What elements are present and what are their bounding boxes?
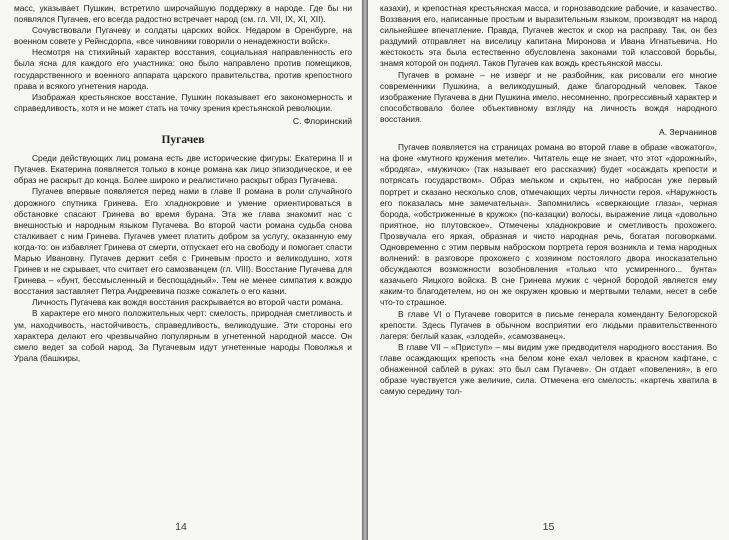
left-body-bottom xyxy=(14,153,352,364)
paragraph: казахи), и крепостная крестьянская масса, и горнозаводские рабочие, и казачество. Воззвания его, написанные простым и выразительным языком, производят на народ сильнейшее впечатление. Правда, Пугачев жесток и скор на расправу. Так, он без раздумий отправляет на виселицу капитана Миронова и Ивана Игнатьевича. Но жестокость эта была естественно обусловлена законами той классовой борьбы, знамя которой он поднял. Таков Пугачев как вождь крестьянской массы. xyxy=(380,3,717,69)
author-signature: С. Флоринский xyxy=(292,115,352,126)
paragraph: Среди действующих лиц романа есть две исторические фигуры: Екатерина II и Пугачев. Екатерина появляется только в конце романа как лицо эпизодическое, и ее образ не раскрыт до конца. Более широко и реалистично раскрыт образ Пугачева. xyxy=(14,153,352,186)
paragraph: Пугачев в романе – не изверг и не разбойник, как рисовали его многие современники Пушкина, а великодушный, даже благородный человек. Такое изображение Пугачева в дни Пушкина имело, несомненно, прогрессивный характер и способствовало более объективному взгляду на личность вождя народного восстания. xyxy=(380,69,717,124)
paragraph: Сочувствовали Пугачеву и солдаты царских войск. Недаром в Оренбурге, на военном совете у Рейнсдорпа, «все чиновники говорили о ненадежности войск». xyxy=(14,25,352,47)
right-page xyxy=(368,0,729,540)
paragraph: Изображая крестьянское восстание, Пушкин показывает его закономерность и справедливость, хотя и не может стать на точку зрения крестьянской революции. xyxy=(14,91,352,113)
left-body-top xyxy=(14,3,352,114)
paragraph: Несмотря на стихийный характер восстания, социальная направленность его была ясна для каждого его участника: оно было направлено против помещиков, государственного и военного аппарата царского правительства, против крепостного права и всякого угнетения народа. xyxy=(14,47,352,91)
author-signature: А. Зерчанинов xyxy=(659,127,717,138)
left-page xyxy=(0,0,362,540)
paragraph: В характере его много положительных черт: смелость, природная сметливость и ум, находчивость, настойчивость, справедливость, великодушие. Эти стороны его характера делают его чрезвычайно популярным в угнетенной народной массе. Он смело ведет за собой народ. За Пугачевым идут угнетенные народы Поволжья и Урала (башкиры, xyxy=(14,308,352,363)
page-number: 15 xyxy=(542,520,555,533)
paragraph: В главе VI о Пугачеве говорится в письме генерала коменданту Белогорской крепости. Здесь Пугачев в обычном восприятии его людьми правительственного лагеря: беглый казак, «злодей», «самозванец». xyxy=(380,308,717,341)
paragraph: В главе VII – «Приступ» – мы видим уже предводителя народного восстания. Во главе осаждающих крепость «на белом коне ехал человек в красном кафтане, с обнаженной саблей в руках: это был сам Пугачев». Он отдает «повеления», в его образе чувствуется уже величие, сила. Отмечена его смелость: «картечь хватила в самую середину тол- xyxy=(380,341,717,397)
paragraph: Пугачев впервые появляется перед нами в главе II романа в роли случайного дорожного спутника Гринева. Его хладнокровие и умение ориентироваться в обстановке спасают Гринева во время бурана. Эта же глава знакомит нас с внешностью и народным языком Пугачева. Во второй части романа судьба снова сталкивает с ним Гринева. Пугачев умеет платить добром за услугу, оказанную ему когда-то: он избавляет Гринева от смерти, отпускает его на свободу и помогает спасти Марью Ивановну. Пугачев держит себя с Гриневым просто и великодушно, хотя Гринев и не скрывает, что считает его самозванцем (гл. VIII). Восстание Пугачева для Гринева – «бунт, бессмысленный и беспощадный». Тем не менее симпатия к вождю восстания заставляет Петра Андреевича позже сожалеть о его казни. xyxy=(14,186,352,297)
page-number: 14 xyxy=(175,520,187,533)
paragraph: масс, указывает Пушкин, встретило широчайшую поддержку в народе. Где бы ни появлялся Пугачев, его всегда радостно встречает народ (см. гл. VII, IX, XI, XII). xyxy=(14,3,352,25)
right-body-bottom xyxy=(380,142,717,397)
paragraph: Пугачев появляется на страницах романа во второй главе в образе «вожатого», на фоне «мутного кружения метели». Читатель еще не знает, что этот «дорожный», «бродяга», «мужичок» (так называет его рассказчик) будет «осаждать крепости и потрясать государством». Образ мельком и скрытен, но набросан уже первый портрет и сказано несколько слов, отмечающих черты личности героя. «Наружность его показалась мне замечательна». Запомнились «сверкающие глаза», черная борода, «обстриженные в кружок» (по-казацки) волосы, выражение лица «довольно приятное, но плутовское». Отмечены хладнокровие и сметливость прохожего. Прозвучала его яркая, образная и чисто народная речь, богатая поговорками. Одновременно с этим первым наброском портрета героя возникла и тема народных волнений: в разговоре прохожего с хозяином постоялого двора иносказательно обсуждаются возможности возобновления «только что усмиренного... бунта» казачьего Яицкого войска. В сне Гринева мужик с черной бородой является ему каким-то благодетелем, но он же окружен кровью и мертвыми телами, несет в себе что-то страшное. xyxy=(380,142,717,308)
right-body-top xyxy=(380,3,717,125)
section-title: Пугачев xyxy=(161,134,205,147)
paragraph: Личность Пугачева как вождя восстания раскрывается во второй части романа. xyxy=(32,297,343,308)
